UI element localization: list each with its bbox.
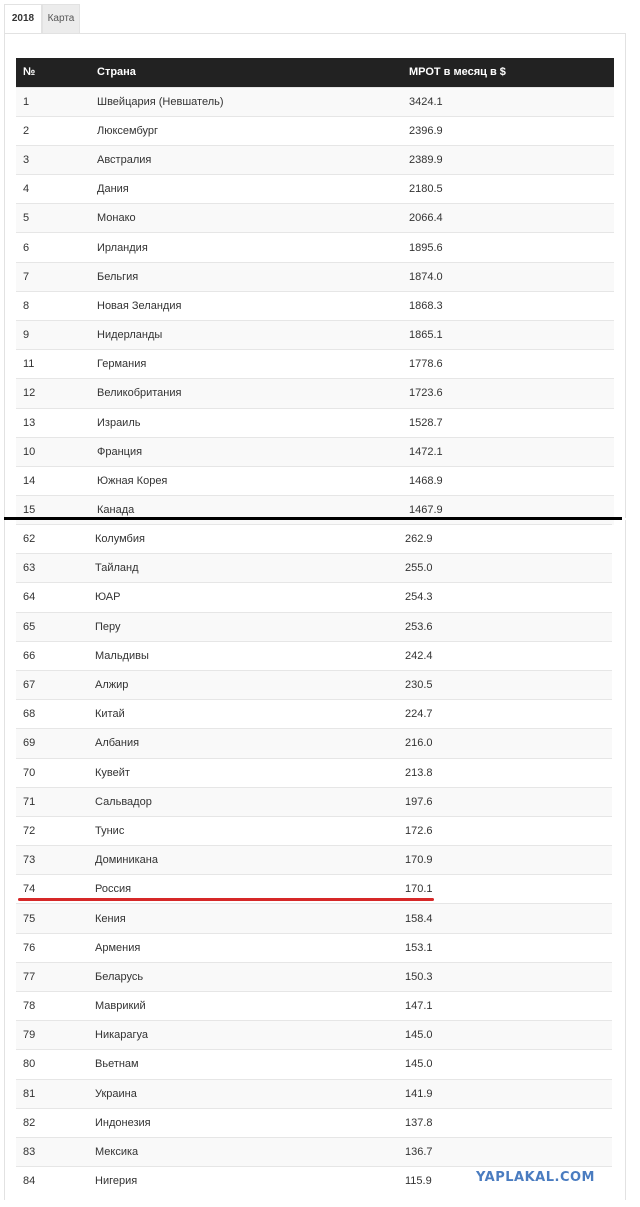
- cell-country: Тайланд: [88, 554, 398, 583]
- cell-country: Украина: [88, 1079, 398, 1108]
- cell-country: Китай: [88, 700, 398, 729]
- cell-country: Перу: [88, 612, 398, 641]
- cell-country: Албания: [88, 729, 398, 758]
- table-row: [16, 904, 612, 933]
- cell-rank: 7: [16, 262, 90, 291]
- cell-rank: 72: [16, 816, 88, 845]
- table-row: [16, 175, 614, 204]
- cell-country: Мексика: [88, 1137, 398, 1166]
- cell-wage: 153.1: [398, 933, 612, 962]
- table-row: [16, 992, 612, 1021]
- table-row: [16, 816, 612, 845]
- tab-2018[interactable]: 2018: [4, 4, 42, 34]
- cell-rank: 15: [16, 496, 90, 525]
- cell-country: Армения: [88, 933, 398, 962]
- cell-country: Франция: [90, 437, 402, 466]
- cell-country: Нигерия: [88, 1167, 398, 1196]
- cell-rank: 81: [16, 1079, 88, 1108]
- cell-country: Вьетнам: [88, 1050, 398, 1079]
- column-header-rank[interactable]: №: [16, 58, 90, 87]
- cell-country: Беларусь: [88, 962, 398, 991]
- cell-rank: 79: [16, 1021, 88, 1050]
- table-row: [16, 700, 612, 729]
- cell-country: Нидерланды: [90, 321, 402, 350]
- cell-rank: 5: [16, 204, 90, 233]
- cell-rank: 64: [16, 583, 88, 612]
- cell-wage: 230.5: [398, 670, 612, 699]
- cell-wage: 242.4: [398, 641, 612, 670]
- table-row: [16, 204, 614, 233]
- cell-wage: 1865.1: [402, 321, 614, 350]
- cell-rank: 75: [16, 904, 88, 933]
- cell-country: Маврикий: [88, 992, 398, 1021]
- cell-country: Доминикана: [88, 846, 398, 875]
- cell-country: Канада: [90, 496, 402, 525]
- table-row: [16, 670, 612, 699]
- cell-country: Бельгия: [90, 262, 402, 291]
- cell-country: Сальвадор: [88, 787, 398, 816]
- cell-wage: 216.0: [398, 729, 612, 758]
- cell-country: Мальдивы: [88, 641, 398, 670]
- cell-rank: 13: [16, 408, 90, 437]
- wage-table-bottom: [16, 524, 612, 1196]
- table-row: [16, 554, 612, 583]
- cell-wage: 150.3: [398, 962, 612, 991]
- cell-wage: 255.0: [398, 554, 612, 583]
- table-row: [16, 846, 612, 875]
- table-row: [16, 758, 612, 787]
- cell-wage: 262.9: [398, 525, 612, 554]
- table-row: [16, 612, 612, 641]
- cell-country: Монако: [90, 204, 402, 233]
- cell-wage: 1468.9: [402, 466, 614, 495]
- separator-line: [4, 517, 622, 520]
- cell-wage: 147.1: [398, 992, 612, 1021]
- cell-wage: 224.7: [398, 700, 612, 729]
- table-row: [16, 291, 614, 320]
- table-row: [16, 525, 612, 554]
- cell-country: ЮАР: [88, 583, 398, 612]
- table-row: [16, 583, 612, 612]
- cell-wage: 145.0: [398, 1021, 612, 1050]
- cell-country: Швейцария (Невшатель): [90, 87, 402, 116]
- cell-rank: 82: [16, 1108, 88, 1137]
- cell-wage: 137.8: [398, 1108, 612, 1137]
- cell-rank: 6: [16, 233, 90, 262]
- cell-rank: 67: [16, 670, 88, 699]
- cell-wage: 197.6: [398, 787, 612, 816]
- cell-rank: 8: [16, 291, 90, 320]
- column-header-country[interactable]: Страна: [90, 58, 402, 87]
- cell-rank: 68: [16, 700, 88, 729]
- cell-rank: 3: [16, 145, 90, 174]
- cell-rank: 73: [16, 846, 88, 875]
- cell-wage: 1472.1: [402, 437, 614, 466]
- cell-country: Тунис: [88, 816, 398, 845]
- cell-rank: 77: [16, 962, 88, 991]
- table-row: [16, 729, 612, 758]
- cell-country: Колумбия: [88, 525, 398, 554]
- cell-country: Новая Зеландия: [90, 291, 402, 320]
- cell-wage: 1467.9: [402, 496, 614, 525]
- cell-country: Южная Корея: [90, 466, 402, 495]
- cell-wage: 1895.6: [402, 233, 614, 262]
- cell-wage: 1874.0: [402, 262, 614, 291]
- table-row: [16, 233, 614, 262]
- cell-wage: 2396.9: [402, 116, 614, 145]
- cell-rank: 2: [16, 116, 90, 145]
- cell-wage: 158.4: [398, 904, 612, 933]
- cell-rank: 12: [16, 379, 90, 408]
- cell-country: Люксембург: [90, 116, 402, 145]
- cell-rank: 71: [16, 787, 88, 816]
- cell-country: Дания: [90, 175, 402, 204]
- table-row: [16, 641, 612, 670]
- cell-country: Кувейт: [88, 758, 398, 787]
- cell-rank: 10: [16, 437, 90, 466]
- cell-wage: 141.9: [398, 1079, 612, 1108]
- cell-wage: 253.6: [398, 612, 612, 641]
- cell-country: Великобритания: [90, 379, 402, 408]
- cell-wage: 3424.1: [402, 87, 614, 116]
- cell-wage: 1723.6: [402, 379, 614, 408]
- cell-rank: 63: [16, 554, 88, 583]
- cell-wage: 172.6: [398, 816, 612, 845]
- column-header-wage[interactable]: МРОТ в месяц в $: [402, 58, 614, 87]
- cell-rank: 4: [16, 175, 90, 204]
- cell-country: Кения: [88, 904, 398, 933]
- cell-wage: 145.0: [398, 1050, 612, 1079]
- table-row: [16, 262, 614, 291]
- cell-rank: 76: [16, 933, 88, 962]
- cell-country: Израиль: [90, 408, 402, 437]
- cell-rank: 83: [16, 1137, 88, 1166]
- cell-country: Индонезия: [88, 1108, 398, 1137]
- cell-rank: 11: [16, 350, 90, 379]
- table-header-row: [16, 58, 614, 87]
- cell-rank: 66: [16, 641, 88, 670]
- watermark-logo: YAPLAKAL.COM: [476, 1170, 595, 1185]
- cell-wage: 1778.6: [402, 350, 614, 379]
- table-row: [16, 437, 614, 466]
- cell-rank: 69: [16, 729, 88, 758]
- cell-rank: 80: [16, 1050, 88, 1079]
- cell-rank: 65: [16, 612, 88, 641]
- table-row: [16, 408, 614, 437]
- cell-wage: 136.7: [398, 1137, 612, 1166]
- cell-rank: 14: [16, 466, 90, 495]
- table-row: [16, 933, 612, 962]
- table-row: [16, 1021, 612, 1050]
- table-row: [16, 379, 614, 408]
- table-row: [16, 1108, 612, 1137]
- cell-rank: 1: [16, 87, 90, 116]
- cell-rank: 74: [16, 875, 88, 904]
- highlight-underline: [18, 898, 434, 901]
- table-row: [16, 1050, 612, 1079]
- cell-rank: 78: [16, 992, 88, 1021]
- table-row: [16, 145, 614, 174]
- tab-bar: [0, 0, 640, 34]
- cell-country: Алжир: [88, 670, 398, 699]
- cell-rank: 62: [16, 525, 88, 554]
- table-row: [16, 350, 614, 379]
- cell-rank: 70: [16, 758, 88, 787]
- cell-country: Австралия: [90, 145, 402, 174]
- table-row: [16, 787, 612, 816]
- table-row: [16, 1079, 612, 1108]
- table-row: [16, 87, 614, 116]
- cell-wage: 2180.5: [402, 175, 614, 204]
- table-row: [16, 1137, 612, 1166]
- cell-wage: 2389.9: [402, 145, 614, 174]
- cell-wage: 170.1: [398, 875, 612, 904]
- table-row: [16, 321, 614, 350]
- cell-country: Никарагуа: [88, 1021, 398, 1050]
- cell-wage: 170.9: [398, 846, 612, 875]
- cell-rank: 84: [16, 1167, 88, 1196]
- cell-wage: 2066.4: [402, 204, 614, 233]
- table-row: [16, 116, 614, 145]
- cell-country: Россия: [88, 875, 398, 904]
- cell-country: Ирландия: [90, 233, 402, 262]
- table-row: [16, 962, 612, 991]
- tab-map[interactable]: Карта: [42, 4, 80, 34]
- cell-wage: 254.3: [398, 583, 612, 612]
- cell-rank: 9: [16, 321, 90, 350]
- table-row: [16, 496, 614, 525]
- table-row: [16, 466, 614, 495]
- cell-country: Германия: [90, 350, 402, 379]
- cell-wage: 115.9: [398, 1167, 612, 1196]
- cell-wage: 1528.7: [402, 408, 614, 437]
- cell-wage: 1868.3: [402, 291, 614, 320]
- wage-table-top: [16, 58, 614, 525]
- cell-wage: 213.8: [398, 758, 612, 787]
